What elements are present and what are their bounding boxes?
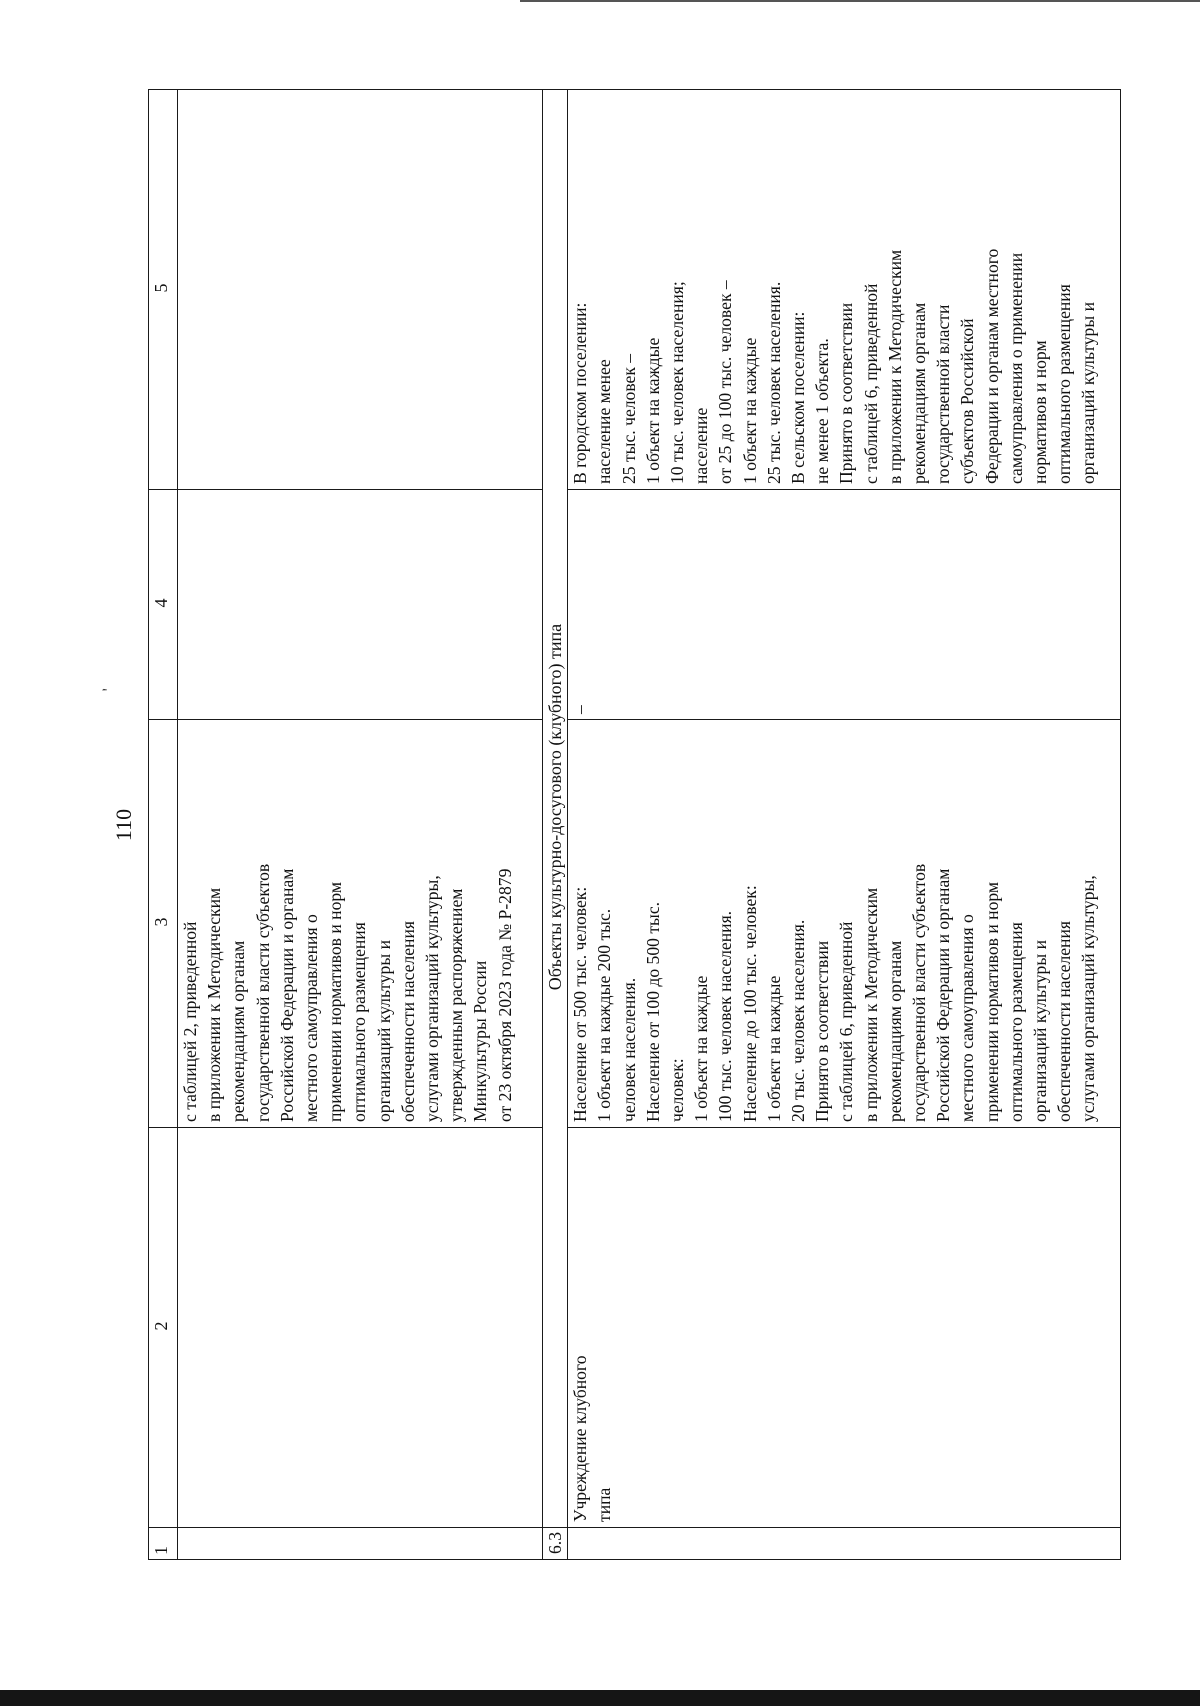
cell-object-name bbox=[568, 1128, 1121, 1528]
text-line: субъектов Российской bbox=[957, 318, 978, 484]
cell-local-norm bbox=[178, 90, 543, 490]
text-line: Федерации и органам местного bbox=[981, 248, 1002, 484]
section-number: 6.3 bbox=[543, 1528, 568, 1560]
scan-edge-bottom bbox=[0, 1690, 1200, 1706]
table-row-continuation bbox=[178, 90, 543, 1560]
section-row bbox=[543, 90, 568, 1560]
text-line: человек населения. bbox=[618, 977, 639, 1122]
text-line: в приложении к Методическим bbox=[884, 249, 905, 484]
text-line: в приложении к Методическим bbox=[204, 887, 225, 1122]
text-line: Минкультуры России bbox=[470, 960, 491, 1122]
text-line: применении нормативов и норм bbox=[325, 881, 346, 1122]
scan-edge-top bbox=[520, 0, 1200, 2]
text-line: 1 объект на каждые bbox=[642, 337, 663, 484]
cell-row-number bbox=[568, 1528, 1121, 1560]
header-cell-4: 4 bbox=[149, 490, 178, 720]
text-line: 1 объект на каждые bbox=[763, 975, 784, 1122]
text-line: 25 тыс. человек населения. bbox=[763, 281, 784, 484]
text-line: 1 объект на каждые bbox=[739, 337, 760, 484]
text-line: 1 объект на каждые 200 тыс. bbox=[594, 908, 615, 1122]
text-line: местного самоуправления о bbox=[957, 914, 978, 1122]
text-line: 10 тыс. человек населения; bbox=[667, 281, 688, 484]
header-cell-5: 5 bbox=[149, 90, 178, 490]
text-line: государственной власти субъектов bbox=[252, 863, 273, 1122]
page-number: 110 bbox=[111, 808, 136, 842]
cell-regional-norm bbox=[568, 720, 1121, 1128]
text-line: Население от 100 до 500 тыс. bbox=[642, 901, 663, 1122]
text-line: рекомендациям органам bbox=[228, 940, 249, 1122]
text-line: организаций культуры и bbox=[1078, 302, 1099, 484]
text-line: рекомендациям органам bbox=[884, 940, 905, 1122]
text-line: применении нормативов и норм bbox=[981, 881, 1002, 1122]
cell-accessibility bbox=[178, 490, 543, 720]
text-line: услугами организаций культуры, bbox=[422, 875, 443, 1122]
text-line: Население от 500 тыс. человек: bbox=[570, 886, 591, 1122]
text-line: Российской Федерации и органам bbox=[276, 868, 297, 1122]
text-line: 100 тыс. человек населения. bbox=[715, 910, 736, 1122]
text-line: оптимального размещения bbox=[1054, 284, 1075, 484]
text-line: рекомендациям органам bbox=[909, 302, 930, 484]
cell-local-norm bbox=[568, 90, 1121, 490]
text-line: утвержденным распоряжением bbox=[446, 888, 467, 1122]
text-line: Учреждение клубного bbox=[570, 1355, 591, 1522]
text-line: 20 тыс. человек населения. bbox=[788, 919, 809, 1122]
cell-row-number bbox=[178, 1528, 543, 1560]
text-line: нормативов и норм bbox=[1030, 340, 1051, 484]
text-line: оптимального размещения bbox=[1005, 922, 1026, 1122]
text-line: от 23 октября 2023 года № Р-2879 bbox=[494, 868, 515, 1122]
text-line: обеспеченности населения bbox=[1054, 921, 1075, 1122]
text-line: в приложении к Методическим bbox=[860, 887, 881, 1122]
cell-regional-norm bbox=[178, 720, 543, 1128]
section-title: Объекты культурно-досугового (клубного) типа bbox=[543, 90, 568, 1528]
text-line: В городском поселении: bbox=[570, 302, 591, 484]
text-line: от 25 до 100 тыс. человек – bbox=[715, 280, 736, 484]
text-line: оптимального размещения bbox=[349, 922, 370, 1122]
text-line: местного самоуправления о bbox=[301, 914, 322, 1122]
cell-object-name bbox=[178, 1128, 543, 1528]
text-line: население bbox=[691, 407, 712, 484]
text-line: человек: bbox=[667, 1058, 688, 1122]
text-line: государственной власти субъектов bbox=[909, 863, 930, 1122]
table-header-row bbox=[149, 90, 178, 1560]
text-line: В сельском поселении: bbox=[788, 311, 809, 484]
text-line: с таблицей 6, приведенной bbox=[836, 921, 857, 1122]
text-line: Принято в соответствии bbox=[836, 302, 857, 484]
cell-accessibility: – bbox=[568, 490, 1121, 720]
header-cell-2: 2 bbox=[149, 1128, 178, 1528]
text-line: Российской Федерации и органам bbox=[933, 868, 954, 1122]
norms-table bbox=[148, 89, 1121, 1560]
header-cell-1: 1 bbox=[149, 1528, 178, 1560]
text-line: население менее bbox=[594, 359, 615, 484]
text-line: с таблицей 2, приведенной bbox=[180, 921, 200, 1122]
text-line: 25 тыс. человек – bbox=[618, 353, 639, 484]
text-line: организаций культуры и bbox=[1030, 940, 1051, 1122]
text-line: Население до 100 тыс. человек: bbox=[739, 885, 760, 1122]
text-line: 1 объект на каждые bbox=[691, 975, 712, 1122]
text-line: самоуправления о применении bbox=[1005, 252, 1026, 484]
table-row-club-institution bbox=[568, 90, 1121, 1560]
text-line: Принято в соответствии bbox=[812, 940, 833, 1122]
text-line: услугами организаций культуры, bbox=[1078, 875, 1099, 1122]
text-line: государственной власти bbox=[933, 304, 954, 484]
text-line: организаций культуры и bbox=[373, 940, 394, 1122]
header-cell-3: 3 bbox=[149, 720, 178, 1128]
text-line: не менее 1 объекта. bbox=[812, 338, 833, 484]
rotated-page-content bbox=[110, 90, 1170, 1560]
text-line: с таблицей 6, приведенной bbox=[860, 283, 881, 484]
scan-pen-mark: ˏ bbox=[89, 672, 109, 694]
text-line: типа bbox=[594, 1487, 615, 1522]
text-line: обеспеченности населения bbox=[397, 921, 418, 1122]
